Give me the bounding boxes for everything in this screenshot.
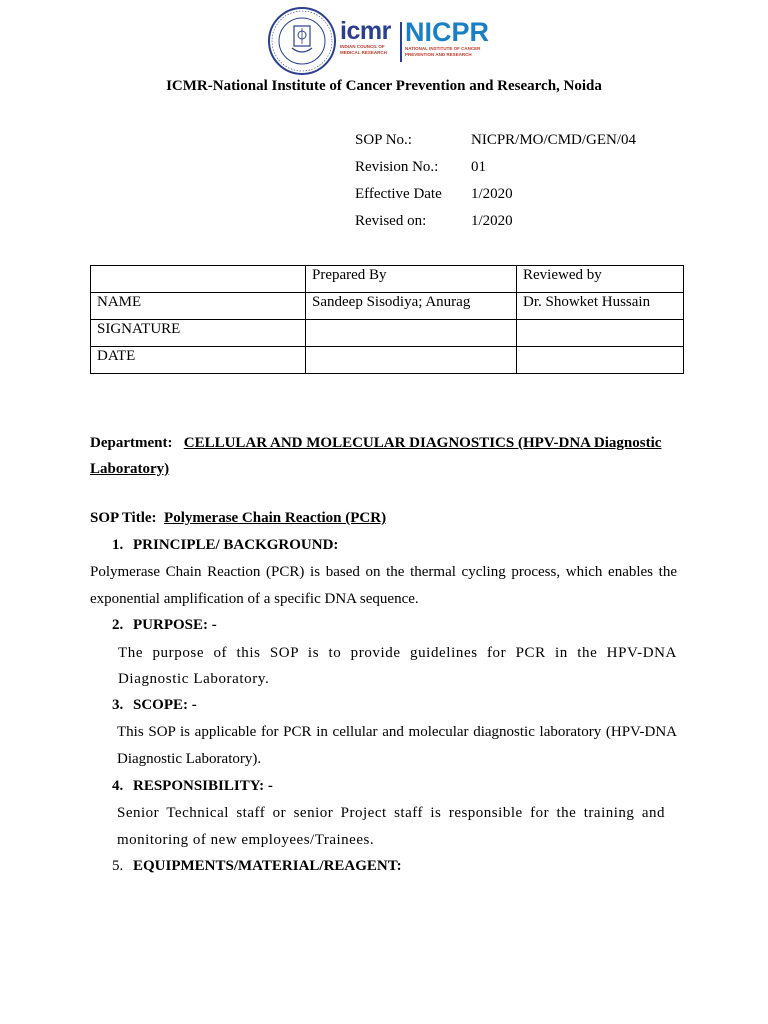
logo-divider bbox=[400, 22, 402, 62]
nicpr-logo-text: NICPR bbox=[405, 17, 490, 47]
section-number: 1. bbox=[112, 537, 124, 553]
department-block bbox=[90, 430, 690, 482]
effective-date-label: Effective Date bbox=[355, 186, 442, 202]
section-4-heading bbox=[112, 778, 273, 795]
icmr-logo-subtitle: INDIAN COUNCIL OF MEDICAL RESEARCH bbox=[340, 44, 387, 55]
sop-title-block bbox=[90, 510, 386, 527]
section-3-heading bbox=[112, 697, 197, 714]
section-2-heading bbox=[112, 617, 217, 634]
table-cell: Sandeep Sisodiya; Anurag bbox=[306, 293, 517, 320]
table-cell: DATE bbox=[91, 347, 306, 374]
department-label: Department: bbox=[90, 435, 173, 451]
section-heading-text: EQUIPMENTS/MATERIAL/REAGENT: bbox=[133, 858, 402, 874]
table-cell bbox=[517, 320, 684, 347]
nicpr-logo-subtitle: NATIONAL INSTITUTE OF CANCER PREVENTION AND RESEARCH bbox=[405, 46, 481, 57]
section-5-heading bbox=[112, 858, 402, 875]
table-cell bbox=[306, 320, 517, 347]
table-row bbox=[91, 320, 684, 347]
section-number: 5. bbox=[112, 858, 124, 874]
table-cell bbox=[517, 347, 684, 374]
department-value-line2: Laboratory) bbox=[90, 461, 170, 477]
section-heading-text: RESPONSIBILITY: - bbox=[133, 778, 273, 794]
section-heading-text: PRINCIPLE/ BACKGROUND: bbox=[133, 537, 339, 553]
revision-no-label: Revision No.: bbox=[355, 159, 439, 175]
section-2-text: The purpose of this SOP is to provide guidelines for PCR in the HPV-DNA Diagnostic Laboratory. bbox=[118, 645, 677, 687]
table-cell: SIGNATURE bbox=[91, 320, 306, 347]
header-logos bbox=[268, 4, 500, 78]
table-header-cell: Reviewed by bbox=[517, 266, 684, 293]
approval-table bbox=[90, 265, 684, 374]
table-header-cell: Prepared By bbox=[306, 266, 517, 293]
section-1-heading bbox=[112, 537, 338, 554]
section-3-text: This SOP is applicable for PCR in cellular and molecular diagnostic laboratory (HPV-DNA Diagnostic Laboratory). bbox=[117, 724, 677, 767]
section-number: 2. bbox=[112, 617, 124, 633]
section-heading-text: SCOPE: - bbox=[133, 697, 197, 713]
department-value-line1: CELLULAR AND MOLECULAR DIAGNOSTICS (HPV-DNA Diagnostic bbox=[183, 435, 662, 451]
icmr-logo bbox=[340, 18, 400, 56]
revised-on-label: Revised on: bbox=[355, 213, 427, 229]
institute-title: ICMR-National Institute of Cancer Prevention and Research, Noida bbox=[166, 78, 602, 94]
section-4-text: Senior Technical staff or senior Project staff is responsible for the training and monitoring of new employees/Trainees. bbox=[117, 805, 665, 848]
icmr-logo-text: icmr bbox=[340, 17, 391, 45]
sop-no-label: SOP No.: bbox=[355, 132, 412, 148]
table-row bbox=[91, 347, 684, 374]
table-cell bbox=[306, 347, 517, 374]
sop-title-label: SOP Title: bbox=[90, 510, 157, 526]
table-cell: Dr. Showket Hussain bbox=[517, 293, 684, 320]
revision-no-value: 01 bbox=[471, 159, 486, 175]
section-1-text: Polymerase Chain Reaction (PCR) is based on the thermal cycling process, which enables the exponential amplification of a specific DNA sequence. bbox=[90, 564, 677, 607]
section-heading-text: PURPOSE: - bbox=[133, 617, 217, 633]
table-cell: NAME bbox=[91, 293, 306, 320]
table-header-row bbox=[91, 266, 684, 293]
sop-no-value: NICPR/MO/CMD/GEN/04 bbox=[471, 132, 637, 148]
revised-on-value: 1/2020 bbox=[471, 213, 513, 229]
section-number: 3. bbox=[112, 697, 124, 713]
effective-date-value: 1/2020 bbox=[471, 186, 513, 202]
nicpr-logo bbox=[405, 18, 497, 58]
section-number: 4. bbox=[112, 778, 124, 794]
table-header-cell bbox=[91, 266, 306, 293]
sop-title-value: Polymerase Chain Reaction (PCR) bbox=[164, 510, 387, 526]
table-row bbox=[91, 293, 684, 320]
